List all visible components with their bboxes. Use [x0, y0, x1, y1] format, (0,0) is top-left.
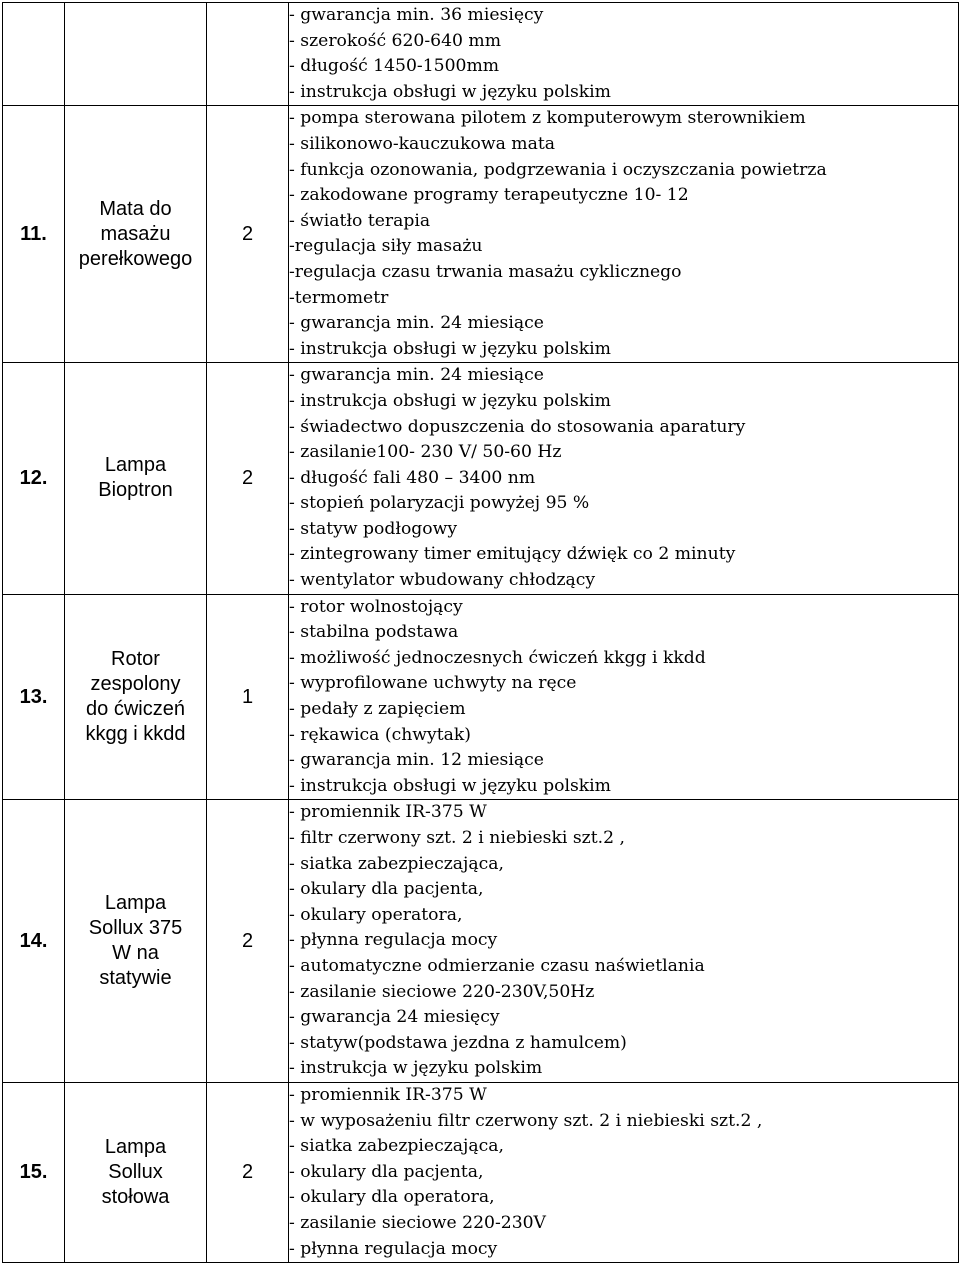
item-number: 13.: [3, 594, 65, 800]
spec-line: - gwarancja min. 36 miesięcy: [289, 5, 544, 25]
item-name-line: Sollux: [108, 1161, 163, 1184]
item-quantity: 1: [207, 594, 289, 800]
spec-line: - okulary dla pacjenta,: [289, 1161, 484, 1182]
item-name-line: kkgg i kkdd: [85, 723, 186, 746]
table-row: [3, 106, 959, 363]
spec-line: - gwarancja min. 24 miesiące: [289, 313, 544, 334]
item-specification: [289, 1082, 959, 1262]
spec-line: - zakodowane programy terapeutyczne 10- 12: [289, 185, 689, 206]
spec-line: - siatka zabezpieczająca,: [289, 1136, 504, 1157]
spec-line: - rękawica (chwytak): [289, 724, 471, 745]
item-name-line: zespolony: [90, 673, 181, 696]
item-quantity: 2: [207, 363, 289, 594]
spec-line: - szerokość 620-640 mm: [289, 30, 502, 51]
item-specification: [289, 106, 959, 363]
spec-line: - promiennik IR-375 W: [289, 1084, 487, 1105]
spec-line: - okulary operatora,: [289, 904, 463, 925]
spec-line: -regulacja czasu trwania masażu cyklicznego: [289, 261, 682, 282]
spec-line: - płynna regulacja mocy: [289, 1238, 498, 1259]
item-name: [65, 3, 207, 106]
spec-line: - stabilna podstawa: [289, 622, 459, 643]
item-quantity: 2: [207, 1082, 289, 1262]
item-number: 14.: [3, 800, 65, 1083]
spec-line: - światło terapia: [289, 210, 431, 231]
spec-line: - statyw(podstawa jezdna z hamulcem): [289, 1032, 627, 1053]
item-name-line: Lampa: [104, 454, 167, 477]
spec-line: - instrukcja obsługi w języku polskim: [289, 338, 611, 359]
item-specification: [289, 3, 959, 106]
item-specification: [289, 800, 959, 1083]
spec-line: - instrukcja w języku polskim: [289, 1058, 543, 1079]
spec-line: - statyw podłogowy: [289, 518, 458, 539]
item-name-line: Lampa: [104, 892, 167, 915]
spec-line: - zintegrowany timer emitujący dźwięk co 2 minuty: [289, 544, 736, 565]
item-number: 11.: [3, 106, 65, 363]
item-name-line: Lampa: [104, 1136, 167, 1159]
table-row: [3, 3, 959, 106]
spec-line: - filtr czerwony szt. 2 i niebieski szt.2 ,: [289, 828, 625, 848]
item-name: [65, 106, 207, 363]
spec-line: -termometr: [289, 287, 389, 308]
item-name-line: masażu: [100, 222, 171, 245]
spec-line: - zasilanie sieciowe 220-230V: [289, 1212, 546, 1233]
spec-table-body: [3, 3, 959, 1263]
item-number: 12.: [3, 363, 65, 594]
item-quantity: [207, 3, 289, 106]
spec-line: - zasilanie100- 230 V/ 50-60 Hz: [289, 442, 562, 463]
table-row: [3, 594, 959, 800]
spec-line: - okulary dla operatora,: [289, 1187, 495, 1208]
spec-line: - płynna regulacja mocy: [289, 930, 498, 951]
item-name-line: Rotor: [111, 648, 160, 671]
table-row: [3, 800, 959, 1083]
spec-line: - pedały z zapięciem: [289, 699, 466, 720]
spec-line: -regulacja siły masażu: [289, 236, 483, 257]
table-row: [3, 1082, 959, 1262]
spec-line: - gwarancja min. 12 miesiące: [289, 750, 544, 771]
spec-line: - instrukcja obsługi w języku polskim: [289, 390, 611, 411]
item-name-line: Bioptron: [98, 479, 173, 502]
spec-line: - okulary dla pacjenta,: [289, 879, 484, 900]
spec-line: - gwarancja min. 24 miesiące: [289, 365, 544, 386]
item-name: [65, 363, 207, 594]
spec-line: - długość fali 480 – 3400 nm: [289, 467, 536, 488]
spec-line: - w wyposażeniu filtr czerwony szt. 2 i niebieski szt.2 ,: [289, 1110, 763, 1131]
item-name-line: W na: [112, 942, 159, 965]
item-name: [65, 800, 207, 1083]
spec-line: - świadectwo dopuszczenia do stosowania aparatury: [289, 416, 746, 437]
spec-line: - stopień polaryzacji powyżej 95 %: [289, 493, 590, 514]
spec-line: - instrukcja obsługi w języku polskim: [289, 81, 611, 102]
spec-line: - siatka zabezpieczająca,: [289, 853, 504, 874]
spec-line: - instrukcja obsługi w języku polskim: [289, 775, 611, 796]
spec-line: - wyprofilowane uchwyty na ręce: [289, 673, 577, 694]
item-name-line: Mata do: [99, 197, 172, 220]
spec-line: - możliwość jednoczesnych ćwiczeń kkgg i kkdd: [289, 647, 706, 668]
item-number: [3, 3, 65, 106]
spec-line: - funkcja ozonowania, podgrzewania i oczyszczania powietrza: [289, 159, 827, 180]
item-quantity: 2: [207, 800, 289, 1083]
spec-line: - rotor wolnostojący: [289, 596, 463, 617]
spec-line: - gwarancja 24 miesięcy: [289, 1007, 500, 1028]
item-number: 15.: [3, 1082, 65, 1262]
item-name-line: statywie: [99, 967, 172, 990]
spec-line: - silikonowo-kauczukowa mata: [289, 133, 555, 154]
spec-line: - automatyczne odmierzanie czasu naświetlania: [289, 955, 705, 976]
item-name: [65, 1082, 207, 1262]
spec-line: - zasilanie sieciowe 220-230V,50Hz: [289, 981, 595, 1002]
item-name-line: perełkowego: [78, 247, 193, 270]
table-row: [3, 363, 959, 594]
item-name-line: stołowa: [101, 1186, 170, 1209]
equipment-spec-table: [2, 2, 959, 1263]
spec-line: - promiennik IR-375 W: [289, 802, 487, 823]
item-specification: [289, 363, 959, 594]
item-name-line: do ćwiczeń: [86, 698, 185, 721]
spec-line: - długość 1450-1500mm: [289, 56, 500, 77]
item-name: [65, 594, 207, 800]
item-quantity: 2: [207, 106, 289, 363]
item-name-line: Sollux 375: [88, 917, 183, 940]
spec-line: - pompa sterowana pilotem z komputerowym sterownikiem: [289, 108, 806, 129]
item-specification: [289, 594, 959, 800]
spec-line: - wentylator wbudowany chłodzący: [289, 570, 596, 591]
